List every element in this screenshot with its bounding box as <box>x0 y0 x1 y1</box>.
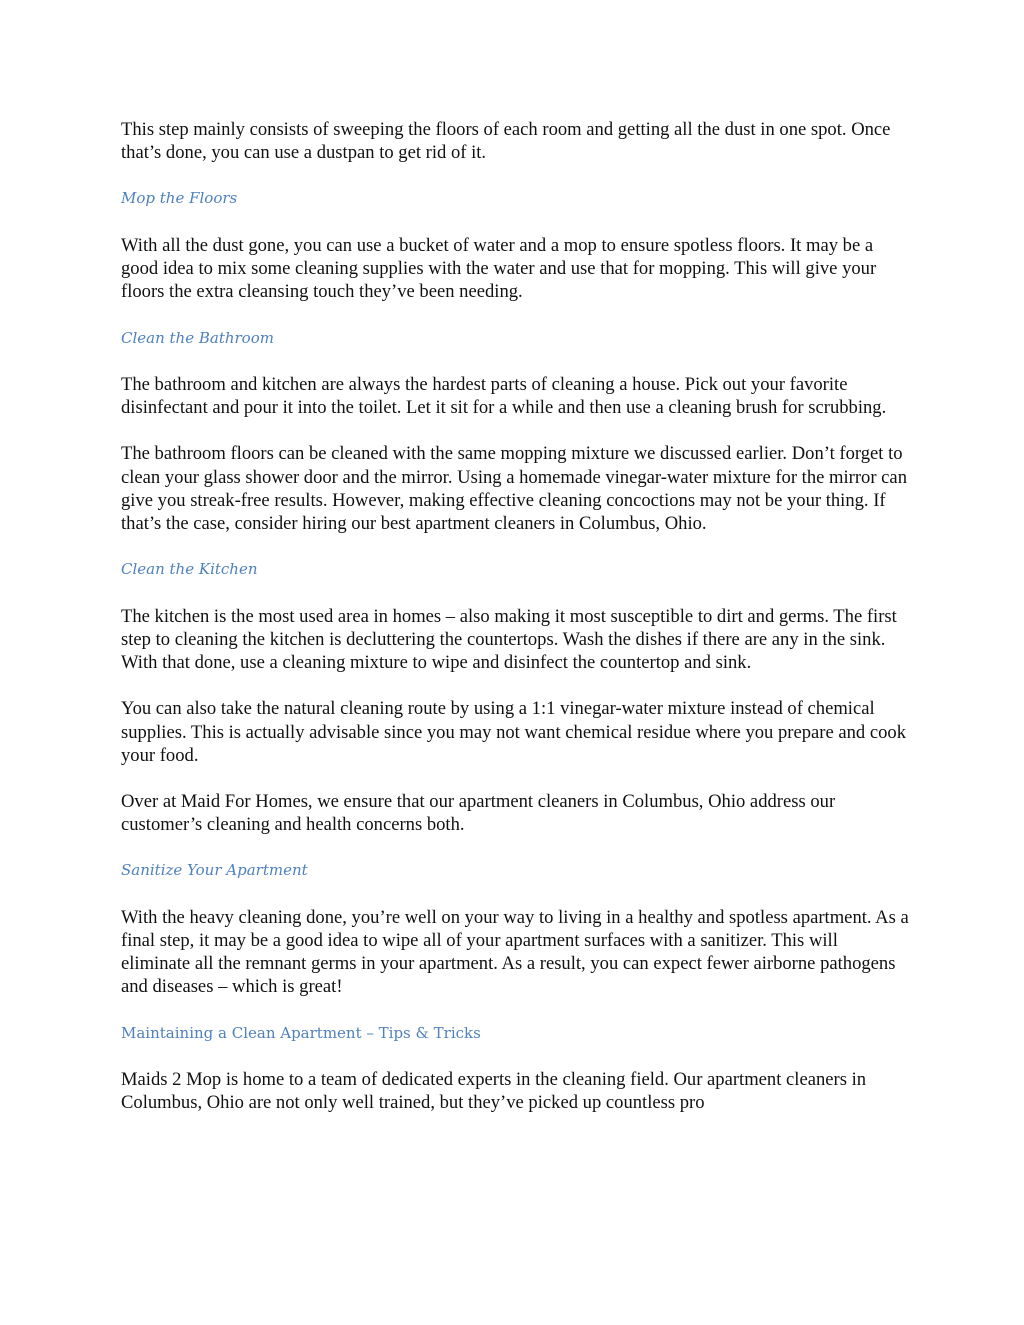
paragraph-maid-for-homes: Over at Maid For Homes, we ensure that our apartment cleaners in Columbus, Ohio address our customer’s cleaning and health concerns both. <box>121 790 836 836</box>
paragraph-bathroom-intro: The bathroom and kitchen are always the hardest parts of cleaning a house. Pick out your favorite disinfectant and pour it into the toilet. Let it sit for a while and then use a cleaning brush for scrubbing. <box>121 374 887 419</box>
paragraph-sanitize: With the heavy cleaning done, you’re well on your way to living in a healthy and spotless apartment. As a final step, it may be a good idea to wipe all of your apartment surfaces with a sanitizer. This will eliminate all the remnant germs in your apartment. As a result, you can expect fewer airborne pathogens and diseases – which is great! <box>121 906 909 998</box>
document-page <box>121 118 911 1138</box>
paragraph-maids-2-mop: Maids 2 Mop is home to a team of dedicated experts in the cleaning field. Our apartment cleaners in Columbus, Ohio are not only well trained, but they’ve picked up countless pro <box>121 1069 867 1114</box>
heading-clean-the-bathroom: Clean the Bathroom <box>121 328 274 347</box>
paragraph-sweep-floors: This step mainly consists of sweeping the floors of each room and getting all the dust in one spot. Once that’s done, you can use a dustpan to get rid of it. <box>121 119 891 164</box>
paragraph-mop-floors: With all the dust gone, you can use a bucket of water and a mop to ensure spotless floors. It may be a good idea to mix some cleaning supplies with the water and use that for mopping. This will give your floors the extra cleansing touch they’ve been needing. <box>121 234 877 303</box>
heading-maintaining-clean-apartment: Maintaining a Clean Apartment – Tips & Tricks <box>121 1023 481 1042</box>
heading-sanitize-your-apartment: Sanitize Your Apartment <box>121 861 308 880</box>
paragraph-bathroom-floors: The bathroom floors can be cleaned with the same mopping mixture we discussed earlier. Don’t forget to clean your glass shower door and the mirror. Using a homemade vinegar-water mixture for the mirror can give you streak-free results. However, making effective cleaning concoctions may not be your thing. If that’s the case, consider hiring our best apartment cleaners in Columbus, Ohio. <box>121 443 907 535</box>
heading-clean-the-kitchen: Clean the Kitchen <box>121 560 258 579</box>
paragraph-natural-cleaning: You can also take the natural cleaning route by using a 1:1 vinegar-water mixture instead of chemical supplies. This is actually advisable since you may not want chemical residue where you prepare and cook your food. <box>121 698 907 766</box>
heading-mop-the-floors: Mop the Floors <box>121 189 238 208</box>
paragraph-kitchen-intro: The kitchen is the most used area in homes – also making it most susceptible to dirt and germs. The first step to cleaning the kitchen is decluttering the countertops. Wash the dishes if there are any in the sink. With that done, use a cleaning mixture to wipe and disinfect the countertop and sink. <box>121 605 897 674</box>
